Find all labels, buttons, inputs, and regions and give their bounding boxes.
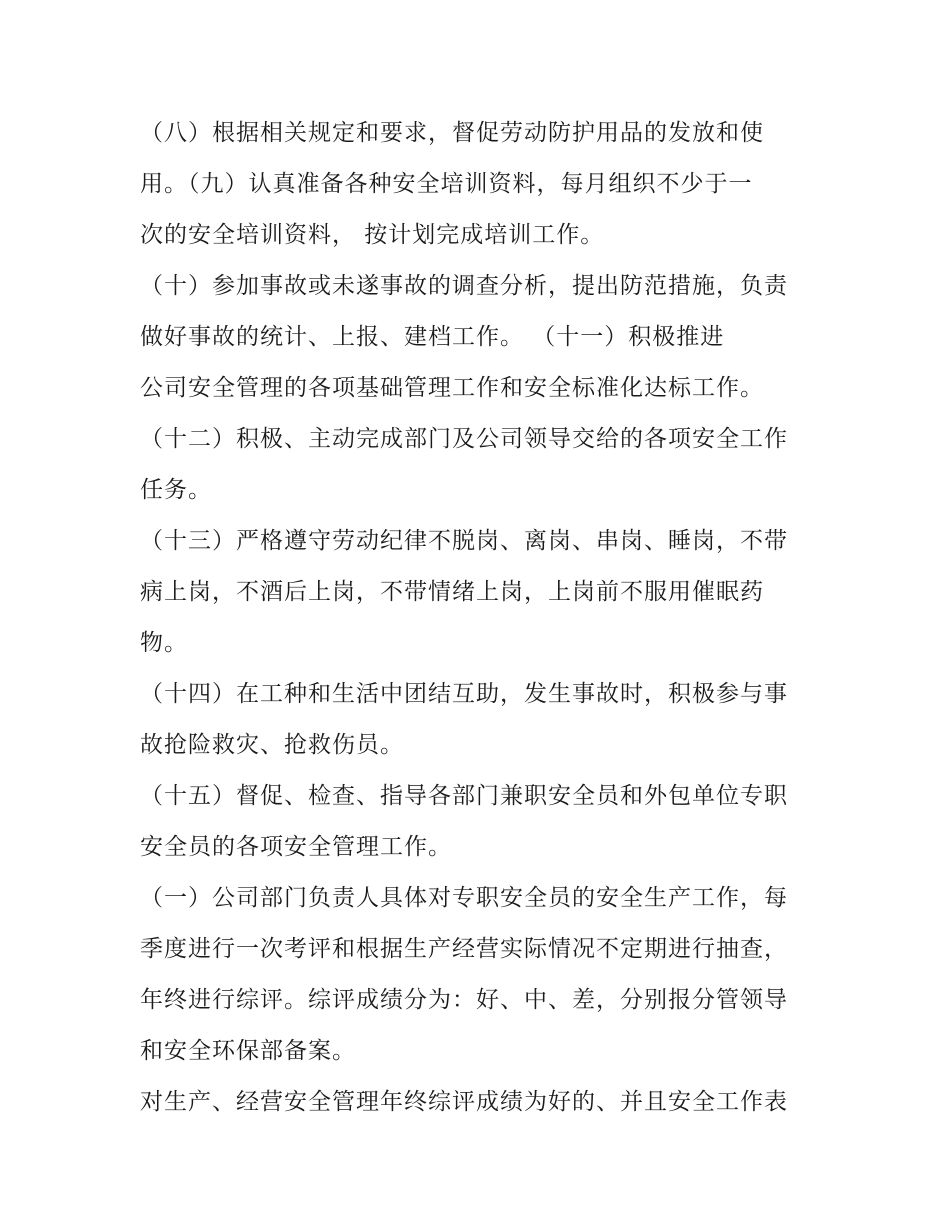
text-line: 故抢险救灾、抢救伤员。 — [140, 732, 404, 758]
text-line: 安全员的各项安全管理工作。 — [140, 834, 452, 860]
text-line: （十四）在工种和生活中团结互助，发生事故时，积极参与事 — [140, 681, 788, 707]
text-line: （十）参加事故或未遂事故的调查分析，提出防范措施，负责 — [140, 273, 788, 299]
text-line: （八）根据相关规定和要求，督促劳动防护用品的发放和使 — [140, 120, 764, 146]
text-line: 物。 — [140, 630, 188, 656]
text-line: 用。（九）认真准备各种安全培训资料，每月组织不少于一 — [140, 171, 753, 197]
text-line: 公司安全管理的各项基础管理工作和安全标准化达标工作。 — [140, 375, 764, 401]
text-line: （十二）积极、主动完成部门及公司领导交给的各项安全工作 — [140, 426, 788, 452]
text-line: （一）公司部门负责人具体对专职安全员的安全生产工作，每 — [140, 885, 788, 911]
text-line: 次的安全培训资料， 按计划完成培训工作。 — [140, 222, 605, 248]
text-line: 对生产、经营安全管理年终综评成绩为好的、并且安全工作表 — [140, 1089, 788, 1115]
document-body — [140, 108, 840, 1128]
text-line: 季度进行一次考评和根据生产经营实际情况不定期进行抽查， — [140, 936, 788, 962]
text-line: 年终进行综评。综评成绩分为：好、中、差，分别报分管领导 — [140, 987, 788, 1013]
text-line: （十五）督促、检查、指导各部门兼职安全员和外包单位专职 — [140, 783, 788, 809]
text-line: 和安全环保部备案。 — [140, 1038, 356, 1064]
text-line: 做好事故的统计、上报、建档工作。 （十一）积极推进 — [140, 324, 725, 350]
text-line: （十三）严格遵守劳动纪律不脱岗、离岗、串岗、睡岗，不带 — [140, 528, 788, 554]
text-line: 任务。 — [140, 477, 212, 503]
text-line: 病上岗，不酒后上岗，不带情绪上岗，上岗前不服用催眠药 — [140, 579, 764, 605]
